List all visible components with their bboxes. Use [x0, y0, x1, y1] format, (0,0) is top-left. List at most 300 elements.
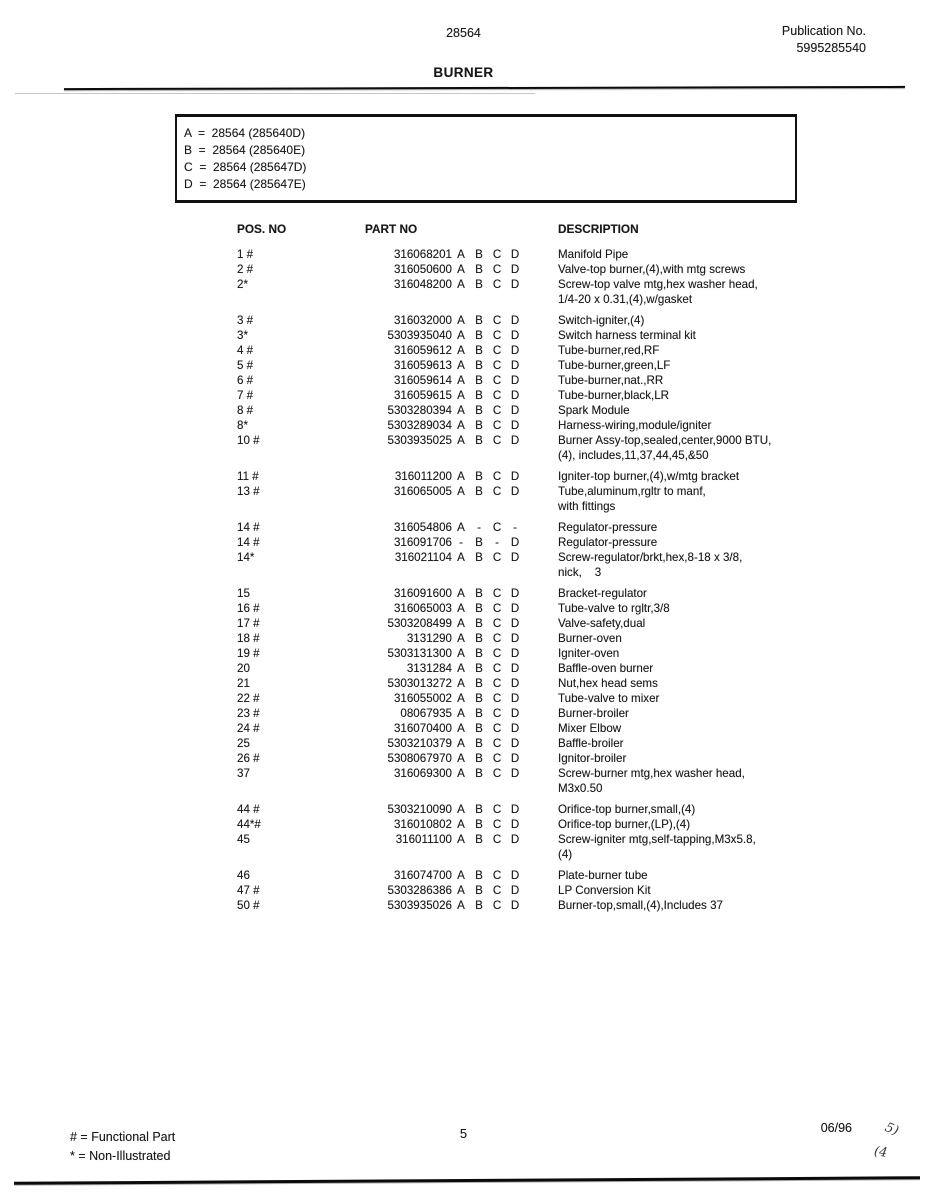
part-no-cell: 316091706 [393, 536, 452, 549]
model-flag: D [510, 818, 520, 831]
model-flag: C [492, 359, 502, 372]
model-availability-cell [452, 373, 524, 388]
model-flag: B [475, 632, 483, 645]
model-flag: B [475, 662, 483, 675]
model-flag: B [475, 374, 483, 387]
model-flag: C [492, 587, 502, 600]
description-line: nick, 3 [558, 566, 602, 579]
model-flag: A [457, 803, 465, 816]
description-line: Screw-top valve mtg,hex washer head, [558, 278, 758, 291]
description-cell [558, 751, 898, 766]
model-flag: B [475, 278, 483, 291]
publication-date: 06/96 [820, 1121, 852, 1135]
model-availability-cell [452, 883, 524, 898]
description-cell [558, 766, 898, 796]
description-line: Tube-burner,red,RF [558, 344, 660, 357]
model-flag: D [510, 692, 520, 705]
model-availability-cell [452, 802, 524, 817]
part-no-cell: 316070400 [393, 722, 452, 735]
pos-no-cell: 5 # [237, 359, 254, 372]
pos-no-cell: 20 [237, 662, 250, 675]
model-flag: C [492, 692, 502, 705]
part-no-cell: 316059614 [393, 374, 452, 387]
part-no-cell: 5308067970 [387, 752, 452, 765]
model-flag: C [492, 278, 502, 291]
model-flag: C [492, 677, 502, 690]
publication-number: 5995285540 [796, 40, 866, 55]
description-line: Valve-safety,dual [558, 617, 646, 630]
model-flag: B [475, 314, 483, 327]
model-flag: - [477, 521, 481, 534]
part-no-cell: 316032000 [393, 314, 452, 327]
model-availability-cell [452, 736, 524, 751]
description-line: Tube,aluminum,rgltr to manf, [558, 485, 706, 498]
model-flag: C [492, 434, 502, 447]
description-cell [558, 616, 898, 631]
model-availability-cell [452, 751, 524, 766]
part-no-cell: 5303210379 [387, 737, 452, 750]
pos-no-cell: 37 [237, 767, 250, 780]
table-row [0, 751, 927, 766]
description-cell [558, 403, 898, 418]
description-cell [558, 328, 898, 343]
model-legend-line: D = 28564 (285647E) [184, 177, 306, 191]
description-cell [558, 661, 898, 676]
description-line: Burner Assy-top,sealed,center,9000 BTU, [558, 434, 772, 447]
model-flag: C [492, 551, 502, 564]
header-rule [64, 86, 905, 90]
part-no-cell: 5303210090 [387, 803, 452, 816]
model-flag: D [510, 389, 520, 402]
model-flag: B [475, 803, 483, 816]
model-flag: D [510, 470, 520, 483]
model-flag: A [457, 869, 465, 882]
part-no-cell: 5303013272 [387, 677, 452, 690]
description-cell [558, 277, 898, 307]
description-line: (4), includes,11,37,44,45,&50 [558, 449, 709, 462]
description-line: Tube-valve to rgltr,3/8 [558, 602, 670, 615]
model-availability-cell [452, 706, 524, 721]
table-row [0, 661, 927, 676]
description-line: Harness-wiring,module/igniter [558, 419, 712, 432]
description-cell [558, 802, 898, 817]
table-row [0, 247, 927, 262]
model-flag: A [457, 722, 465, 735]
model-flag: C [492, 389, 502, 402]
model-flag: D [510, 329, 520, 342]
description-cell [558, 484, 898, 514]
model-flag: D [510, 617, 520, 630]
model-flag: C [492, 884, 502, 897]
model-flag: B [475, 485, 483, 498]
model-availability-cell [452, 277, 524, 292]
handwritten-mark-top: 5) [882, 1120, 901, 1139]
model-flag: C [492, 470, 502, 483]
description-line: Orifice-top burner,(LP),(4) [558, 818, 691, 831]
description-line: Burner-oven [558, 632, 622, 645]
part-no-cell: 316010802 [393, 818, 452, 831]
model-flag: C [492, 632, 502, 645]
model-flag: D [510, 551, 520, 564]
description-line: Burner-top,small,(4),Includes 37 [558, 899, 723, 912]
description-line: Spark Module [558, 404, 630, 417]
table-row [0, 277, 927, 307]
model-flag: B [475, 404, 483, 417]
model-flag: A [457, 404, 465, 417]
table-row [0, 262, 927, 277]
description-cell [558, 343, 898, 358]
model-flag: B [475, 329, 483, 342]
publication-info [782, 23, 866, 56]
model-flag: A [457, 767, 465, 780]
description-cell [558, 736, 898, 751]
model-availability-cell [452, 898, 524, 913]
pos-no-cell: 1 # [237, 248, 254, 261]
pos-no-cell: 46 [237, 869, 250, 882]
model-flag: - [495, 536, 499, 549]
page-number: 5 [459, 1126, 468, 1141]
model-flag: B [475, 737, 483, 750]
model-flag: A [457, 602, 465, 615]
description-cell [558, 721, 898, 736]
pos-no-cell: 44*# [237, 818, 261, 831]
model-flag: B [475, 884, 483, 897]
description-line: Orifice-top burner,small,(4) [558, 803, 696, 816]
part-no-cell: 316011100 [395, 833, 452, 846]
part-no-cell: 316011200 [394, 470, 452, 483]
model-flag: B [475, 647, 483, 660]
model-availability-cell [452, 313, 524, 328]
model-flag: D [510, 536, 520, 549]
table-row [0, 721, 927, 736]
description-line: Switch harness terminal kit [558, 329, 696, 342]
model-availability-cell [452, 262, 524, 277]
table-row [0, 586, 927, 601]
pos-no-cell: 2 # [237, 263, 254, 276]
model-flag: B [475, 692, 483, 705]
model-flag: D [510, 263, 520, 276]
model-flag: B [475, 752, 483, 765]
model-flag: D [510, 722, 520, 735]
model-flag: D [510, 602, 520, 615]
pos-no-cell: 47 # [237, 884, 260, 897]
model-flag: D [510, 344, 520, 357]
table-row [0, 520, 927, 535]
model-flag: B [475, 677, 483, 690]
description-line: Screw-igniter mtg,self-tapping,M3x5.8, [558, 833, 756, 846]
model-availability-cell [452, 631, 524, 646]
model-flag: D [510, 833, 520, 846]
model-flag: A [457, 884, 465, 897]
model-flag: A [457, 677, 465, 690]
description-line: Tube-burner,nat.,RR [558, 374, 664, 387]
part-no-cell: 316065005 [393, 485, 452, 498]
model-flag: B [475, 587, 483, 600]
model-availability-cell [452, 676, 524, 691]
model-flag: B [475, 767, 483, 780]
model-flag: C [492, 329, 502, 342]
table-row [0, 706, 927, 721]
model-flag: A [457, 374, 465, 387]
model-flag: C [492, 818, 502, 831]
pos-no-cell: 8* [237, 419, 248, 432]
description-cell [558, 631, 898, 646]
page-title: BURNER [433, 65, 494, 80]
model-flag: D [510, 485, 520, 498]
pos-no-cell: 26 # [237, 752, 260, 765]
part-no-cell: 5303131300 [387, 647, 452, 660]
table-row [0, 766, 927, 796]
model-availability-cell [452, 484, 524, 499]
model-flag: D [510, 884, 520, 897]
table-row [0, 616, 927, 631]
pos-no-cell: 3 # [237, 314, 254, 327]
legend-non-illustrated: * = Non-Illustrated [70, 1149, 171, 1163]
table-row [0, 691, 927, 706]
model-flag: D [510, 587, 520, 600]
pos-no-cell: 14* [237, 551, 255, 564]
model-flag: C [492, 344, 502, 357]
model-availability-cell [452, 817, 524, 832]
model-flag: C [492, 767, 502, 780]
model-legend-box [175, 114, 797, 203]
model-flag: B [475, 536, 483, 549]
model-availability-cell [452, 388, 524, 403]
model-availability-cell [452, 616, 524, 631]
model-flag: B [475, 722, 483, 735]
model-flag: B [475, 833, 483, 846]
description-cell [558, 883, 898, 898]
description-cell [558, 646, 898, 661]
model-flag: A [457, 752, 465, 765]
parts-rows [0, 247, 927, 913]
model-availability-cell [452, 328, 524, 343]
pos-no-cell: 21 [237, 677, 250, 690]
model-flag: C [492, 833, 502, 846]
model-flag: C [492, 404, 502, 417]
table-row [0, 817, 927, 832]
part-no-cell: 316065003 [393, 602, 452, 615]
description-line: M3x0.50 [558, 782, 603, 795]
table-row [0, 358, 927, 373]
part-no-cell: 316059612 [393, 344, 452, 357]
model-flag: A [457, 662, 465, 675]
part-no-cell: 5303289034 [387, 419, 452, 432]
pos-no-cell: 13 # [237, 485, 260, 498]
pos-no-cell: 14 # [237, 521, 260, 534]
model-flag: A [457, 329, 465, 342]
model-flag: B [475, 551, 483, 564]
pos-no-cell: 4 # [237, 344, 254, 357]
model-legend-line: C = 28564 (285647D) [184, 160, 307, 174]
description-line: Regulator-pressure [558, 521, 658, 534]
description-cell [558, 313, 898, 328]
model-legend-line: A = 28564 (285640D) [184, 126, 306, 140]
model-flag: B [475, 602, 483, 615]
model-flag: A [457, 899, 465, 912]
column-header-part-no: PART NO [365, 222, 418, 236]
model-availability-cell [452, 433, 524, 448]
model-flag: A [457, 833, 465, 846]
model-flag: B [475, 470, 483, 483]
model-flag: D [510, 404, 520, 417]
description-cell [558, 832, 898, 862]
description-cell [558, 706, 898, 721]
model-flag: C [492, 722, 502, 735]
model-flag: D [510, 359, 520, 372]
model-flag: A [457, 419, 465, 432]
model-flag: D [510, 767, 520, 780]
description-line: Screw-burner mtg,hex washer head, [558, 767, 745, 780]
model-flag: C [492, 374, 502, 387]
table-row [0, 736, 927, 751]
legend-functional-part: # = Functional Part [70, 1130, 176, 1144]
model-flag: A [457, 737, 465, 750]
description-cell [558, 898, 898, 913]
pos-no-cell: 15 [237, 587, 250, 600]
model-flag: D [510, 737, 520, 750]
model-flag: B [475, 248, 483, 261]
description-line: Nut,hex head sems [558, 677, 658, 690]
pos-no-cell: 14 # [237, 536, 260, 549]
part-no-cell: 316059613 [393, 359, 452, 372]
description-line: Igniter-oven [558, 647, 620, 660]
description-line: (4) [558, 848, 573, 861]
model-flag: C [492, 803, 502, 816]
model-flag: A [457, 344, 465, 357]
description-line: with fittings [558, 500, 616, 513]
part-no-cell: 316068201 [393, 248, 452, 261]
description-line: Switch-igniter,(4) [558, 314, 645, 327]
table-row [0, 418, 927, 433]
part-no-cell: 316055002 [393, 692, 452, 705]
model-flag: A [457, 485, 465, 498]
model-flag: C [492, 752, 502, 765]
table-row [0, 883, 927, 898]
model-flag: B [475, 419, 483, 432]
table-row [0, 373, 927, 388]
description-line: Regulator-pressure [558, 536, 658, 549]
table-row [0, 646, 927, 661]
description-line: Baffle-oven burner [558, 662, 654, 675]
description-cell [558, 601, 898, 616]
description-cell [558, 535, 898, 550]
description-line: Bracket-regulator [558, 587, 647, 600]
description-line: 1/4-20 x 0.31,(4),w/gasket [558, 293, 693, 306]
model-flag: C [492, 737, 502, 750]
description-line: Screw-regulator/brkt,hex,8-18 x 3/8, [558, 551, 743, 564]
part-no-cell: 3131290 [406, 632, 452, 645]
pos-no-cell: 18 # [237, 632, 260, 645]
model-flag: B [475, 869, 483, 882]
description-cell [558, 358, 898, 373]
model-flag: A [457, 707, 465, 720]
part-no-cell: 3131284 [406, 662, 452, 675]
description-line: Valve-top burner,(4),with mtg screws [558, 263, 746, 276]
model-flag: A [457, 359, 465, 372]
model-availability-cell [452, 661, 524, 676]
pos-no-cell: 23 # [237, 707, 260, 720]
part-no-cell: 316059615 [393, 389, 452, 402]
model-flag: C [492, 617, 502, 630]
description-cell [558, 691, 898, 706]
part-no-cell: 5303208499 [387, 617, 452, 630]
model-availability-cell [452, 550, 524, 565]
description-line: Plate-burner tube [558, 869, 648, 882]
model-flag: D [510, 374, 520, 387]
table-row [0, 328, 927, 343]
publication-label: Publication No. [781, 24, 866, 38]
table-row [0, 802, 927, 817]
table-row [0, 313, 927, 328]
table-header-row [0, 222, 927, 237]
model-flag: A [457, 647, 465, 660]
model-flag: D [510, 662, 520, 675]
part-no-cell: 316021104 [394, 551, 452, 564]
part-no-cell: 316091600 [393, 587, 452, 600]
part-no-cell: 5303935025 [387, 434, 452, 447]
parts-table [0, 222, 927, 913]
pos-no-cell: 22 # [237, 692, 260, 705]
pos-no-cell: 45 [237, 833, 250, 846]
model-flag: B [475, 263, 483, 276]
pos-no-cell: 6 # [237, 374, 254, 387]
model-availability-cell [452, 535, 524, 550]
part-no-cell: 5303935040 [387, 329, 452, 342]
column-header-pos-no: POS. NO [237, 222, 287, 236]
model-availability-cell [452, 403, 524, 418]
pos-no-cell: 17 # [237, 617, 260, 630]
model-availability-cell [452, 418, 524, 433]
model-flag: D [510, 752, 520, 765]
model-flag: A [457, 587, 465, 600]
model-flag: A [457, 248, 465, 261]
part-no-cell: 316069300 [393, 767, 452, 780]
model-flag: A [457, 314, 465, 327]
description-cell [558, 469, 898, 484]
model-flag: B [475, 617, 483, 630]
pos-no-cell: 3* [237, 329, 248, 342]
pos-no-cell: 25 [237, 737, 250, 750]
model-flag: D [510, 248, 520, 261]
table-row [0, 868, 927, 883]
model-flag: C [492, 248, 502, 261]
document-model-number: 28564 [446, 26, 481, 40]
model-availability-cell [452, 247, 524, 262]
model-flag: A [457, 263, 465, 276]
model-flag: A [457, 551, 465, 564]
pos-no-cell: 50 # [237, 899, 260, 912]
model-flag: C [492, 662, 502, 675]
description-cell [558, 247, 898, 262]
model-flag: D [510, 314, 520, 327]
part-no-cell: 5303280394 [387, 404, 452, 417]
table-row [0, 469, 927, 484]
model-flag: - [459, 536, 463, 549]
model-availability-cell [452, 868, 524, 883]
table-row [0, 403, 927, 418]
table-row [0, 343, 927, 358]
model-flag: B [475, 359, 483, 372]
model-flag: A [457, 470, 465, 483]
description-cell [558, 418, 898, 433]
pos-no-cell: 19 # [237, 647, 260, 660]
table-row [0, 832, 927, 862]
model-flag: C [492, 647, 502, 660]
pos-no-cell: 2* [237, 278, 248, 291]
model-flag: A [457, 632, 465, 645]
description-cell [558, 868, 898, 883]
